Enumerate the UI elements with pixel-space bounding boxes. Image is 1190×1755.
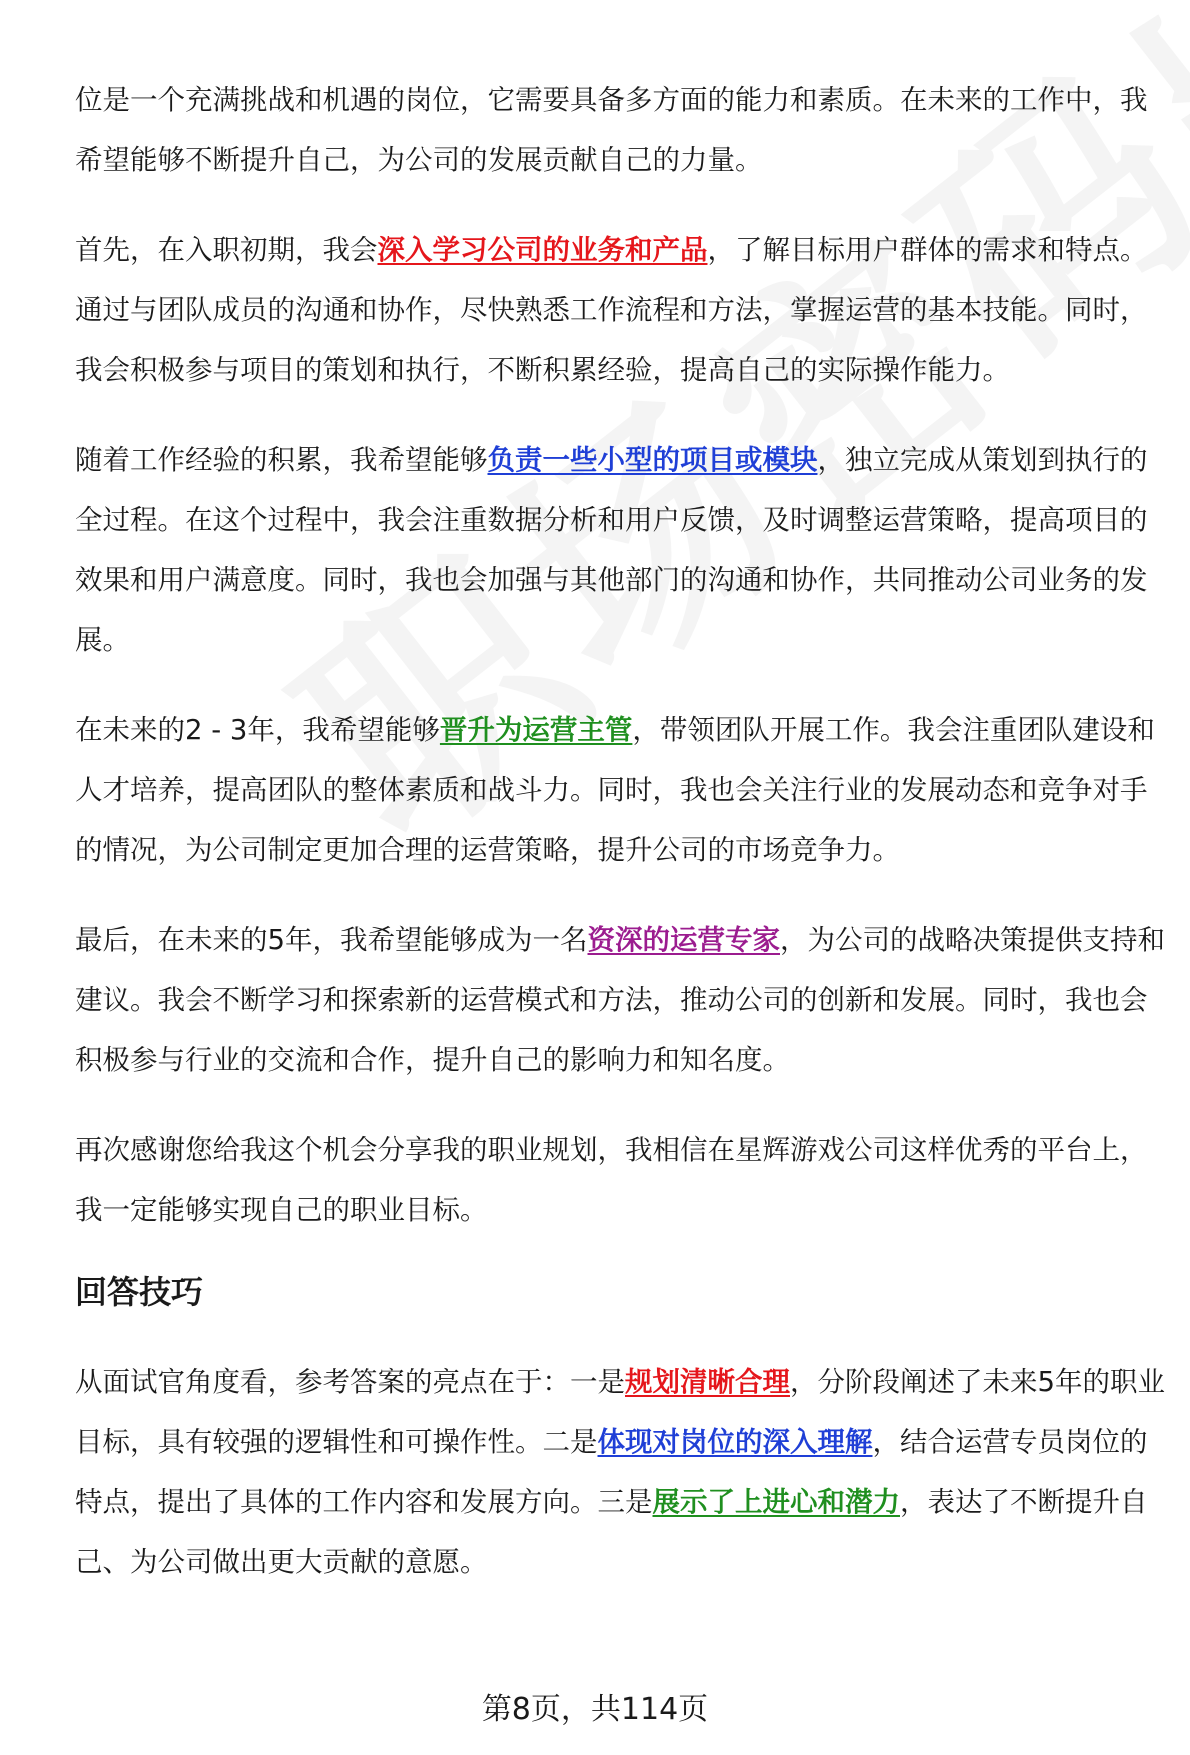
paragraph-stage-3-before: 在未来的2 - 3年，我希望能够	[75, 714, 440, 746]
paragraph-stage-4-before: 最后，在未来的5年，我希望能够成为一名	[75, 924, 588, 956]
highlight-clear-plan: 规划清晰合理	[625, 1366, 790, 1398]
paragraph-stage-2-after: ，独立完成从策划到执行的全过程。在这个过程中，我会注重数据分析和用户反馈，及时调整运营策略，提高项目的效果和用户满意度。同时，我也会加强与其他部门的沟通和协作，共同推动公司业务的发展。	[75, 444, 1148, 656]
highlight-learn-business: 深入学习公司的业务和产品	[377, 234, 708, 266]
section-title: 回答技巧	[75, 1273, 204, 1311]
page-number: 第8页，共114页	[481, 1692, 709, 1727]
paragraph-stage-3	[75, 700, 1165, 880]
tips-mid-2: ，结合运营专员岗位的特点，提出了具体的工作内容和发展方向。三是	[75, 1426, 1148, 1518]
paragraph-stage-2-before: 随着工作经验的积累，我希望能够	[75, 444, 488, 476]
highlight-promotion: 晋升为运营主管	[439, 714, 633, 746]
paragraph-tips	[75, 1352, 1165, 1592]
paragraph-stage-4-after: ，为公司的战略决策提供支持和建议。我会不断学习和探索新的运营模式和方法，推动公司的创新和发展。同时，我也会积极参与行业的交流和合作，提升自己的影响力和知名度。	[75, 924, 1165, 1076]
highlight-ambition: 展示了上进心和潜力	[652, 1486, 900, 1518]
paragraph-closing	[75, 1120, 1165, 1240]
paragraph-intro-text: 位是一个充满挑战和机遇的岗位，它需要具备多方面的能力和素质。在未来的工作中，我希望能够不断提升自己，为公司的发展贡献自己的力量。	[75, 84, 1148, 176]
document-body	[75, 70, 1165, 1622]
paragraph-stage-1-before: 首先，在入职初期，我会	[75, 234, 378, 266]
highlight-senior-expert: 资深的运营专家	[587, 924, 780, 956]
tips-intro: 从面试官角度看，参考答案的亮点在于：一是	[75, 1366, 625, 1398]
tips-end: ，表达了不断提升自己、为公司做出更大贡献的意愿。	[75, 1486, 1148, 1578]
highlight-role-understanding: 体现对岗位的深入理解	[597, 1426, 873, 1458]
paragraph-stage-2	[75, 430, 1165, 670]
tips-mid-1: ，分阶段阐述了未来5年的职业目标，具有较强的逻辑性和可操作性。二是	[75, 1366, 1165, 1458]
paragraph-stage-1	[75, 220, 1165, 400]
paragraph-stage-1-after: ，了解目标用户群体的需求和特点。通过与团队成员的沟通和协作，尽快熟悉工作流程和方法，掌握运营的基本技能。同时，我会积极参与项目的策划和执行，不断积累经验，提高自己的实际操作能力。	[75, 234, 1148, 386]
paragraph-intro	[75, 70, 1165, 190]
paragraph-closing-text: 再次感谢您给我这个机会分享我的职业规划，我相信在星辉游戏公司这样优秀的平台上，我一定能够实现自己的职业目标。	[75, 1134, 1148, 1226]
highlight-small-projects: 负责一些小型的项目或模块	[487, 444, 818, 476]
paragraph-stage-3-after: ，带领团队开展工作。我会注重团队建设和人才培养，提高团队的整体素质和战斗力。同时，我也会关注行业的发展动态和竞争对手的情况，为公司制定更加合理的运营策略，提升公司的市场竞争力。	[75, 714, 1155, 866]
paragraph-stage-4	[75, 910, 1165, 1090]
